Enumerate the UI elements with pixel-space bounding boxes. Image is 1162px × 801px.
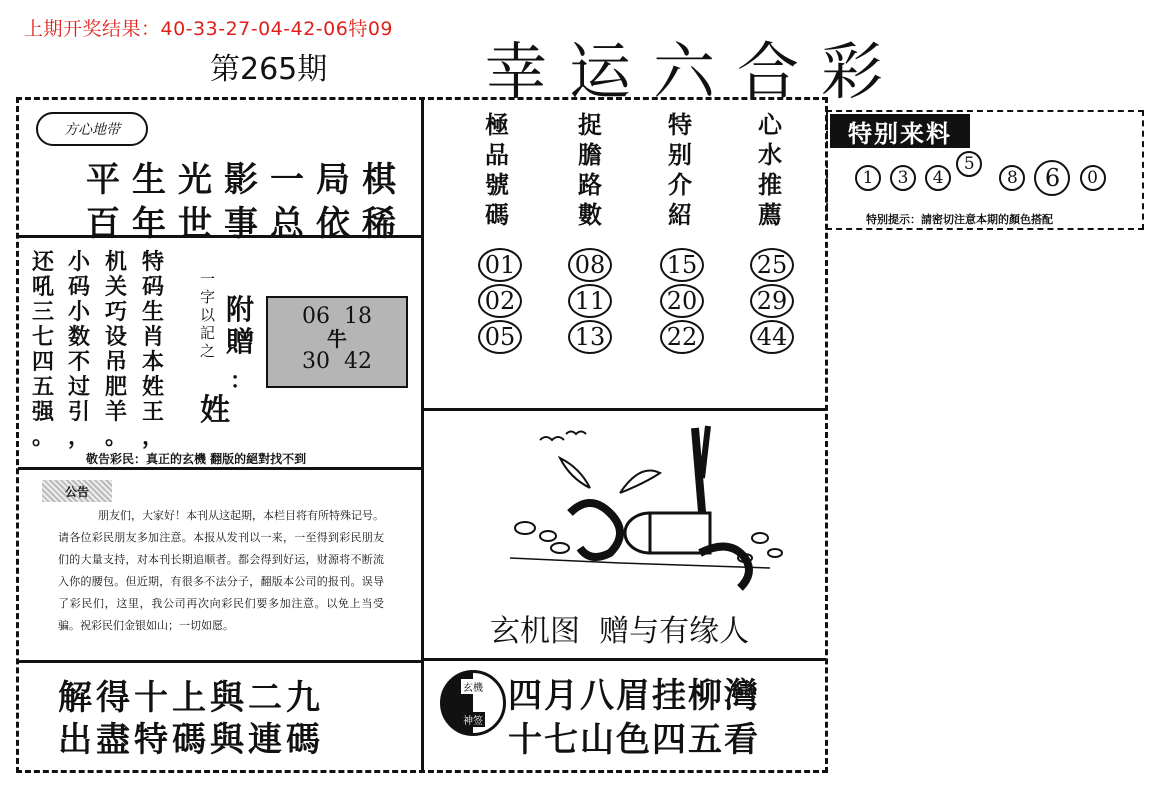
num-circle: 22 [660, 320, 704, 354]
special-digit: 6 [1034, 160, 1070, 196]
gift-label: 附 贈 [226, 293, 255, 358]
divider-mid-1 [422, 408, 826, 411]
special-hint: 特别提示：請密切注意本期的顏色搭配 [866, 213, 1053, 226]
stamp-badge [36, 112, 148, 146]
num-circle: 01 [478, 248, 522, 282]
last-result-text: 上期开奖结果：40-33-27-04-42-06特09 [24, 18, 394, 40]
num-circle: 29 [750, 284, 794, 318]
stamp-label: 方心地带 [64, 122, 120, 138]
notice-label: 公告 [64, 484, 89, 499]
gift-answer: 姓 [200, 393, 230, 428]
taiji-badge-bottom: 神签 [461, 712, 485, 727]
verse-column-3: 小 码 小 数 不 过 引 ， [68, 250, 91, 450]
special-title: 特别来料 [848, 119, 952, 148]
verse-column-1: 特 码 生 肖 本 姓 王 ， [142, 250, 165, 450]
num-circle: 44 [750, 320, 794, 354]
warning-text: 敬告彩民：真正的玄機 翻版的絕對找不到 [86, 452, 307, 466]
num-circle: 05 [478, 320, 522, 354]
num-circle: 02 [478, 284, 522, 318]
num-column-title-3: 特 别 介 紹 [668, 110, 692, 229]
riddle-right-line-2: 十七山色四五看 [508, 720, 760, 760]
notice-body: 朋友们，大家好！本刊从这起期，本栏目将有所特殊记号。请各位彩民朋友多加注意。本报从发刊以一来，一至得到彩民朋友们的大量支持，对本刊长期追顺者。都会得到好运，财源将不断流入你的腰包。但近期，有很多不法分子，翻版本公司的报刊。误导了彩民们，这里，我公司再次向彩民们要多加注意。以免上当受骗。祝彩民们金银如山；一切如愿。 [58, 509, 384, 632]
num-circle: 15 [660, 248, 704, 282]
divider-mid-2 [422, 658, 826, 661]
poem-line-1: 平生光影一局棋 [86, 160, 408, 200]
poem-line-2: 百年世事总依稀 [86, 204, 408, 244]
num-circle: 08 [568, 248, 612, 282]
mystery-picture [470, 418, 790, 598]
gift-colon: ： [230, 369, 253, 394]
riddle-left-line-2: 出盡特碼與連碼 [58, 720, 324, 760]
verse-column-4: 还 吼 三 七 四 五 强 。 [32, 250, 55, 450]
verse-column-2: 机 关 巧 设 吊 肥 羊 。 [105, 250, 128, 450]
riddle-left-line-1: 解得十上與二九 [58, 678, 324, 718]
divider-left-2 [18, 467, 422, 470]
special-digit: 0 [1080, 165, 1106, 191]
num-column-title-4: 心 水 推 薦 [758, 110, 782, 229]
picture-caption: 玄机图 赠与有缘人 [490, 614, 750, 649]
num-circle: 25 [750, 248, 794, 282]
special-digit: 3 [890, 165, 916, 191]
special-title-banner [830, 114, 970, 148]
taiji-badge-top: 玄機 [461, 679, 485, 694]
special-digit: 1 [855, 165, 881, 191]
special-digits [855, 154, 1110, 196]
divider-left-3 [18, 660, 422, 663]
gift-box-mid: 牛 [327, 327, 347, 351]
gift-number-box [266, 296, 408, 388]
special-digit: 4 [925, 165, 951, 191]
gift-hint: 一 字 以 記 之 [200, 270, 216, 360]
num-circle: 11 [568, 284, 612, 318]
gift-box-top: 06 18 [302, 304, 372, 329]
issue-number: 第265期 [210, 52, 328, 87]
special-digit: 5 [956, 151, 982, 177]
num-column-title-2: 捉 膽 路 數 [578, 110, 602, 229]
num-column-title-1: 極 品 號 碼 [485, 110, 509, 229]
riddle-right-line-1: 四月八眉挂柳灣 [508, 676, 760, 716]
taiji-badge [440, 670, 506, 736]
special-digit: 8 [999, 165, 1025, 191]
gift-box-bot: 30 42 [302, 349, 372, 374]
num-circle: 13 [568, 320, 612, 354]
masthead-title: 幸运六合彩 [485, 35, 906, 108]
notice-badge [42, 480, 112, 502]
num-circle: 20 [660, 284, 704, 318]
divider-vertical [421, 100, 424, 770]
